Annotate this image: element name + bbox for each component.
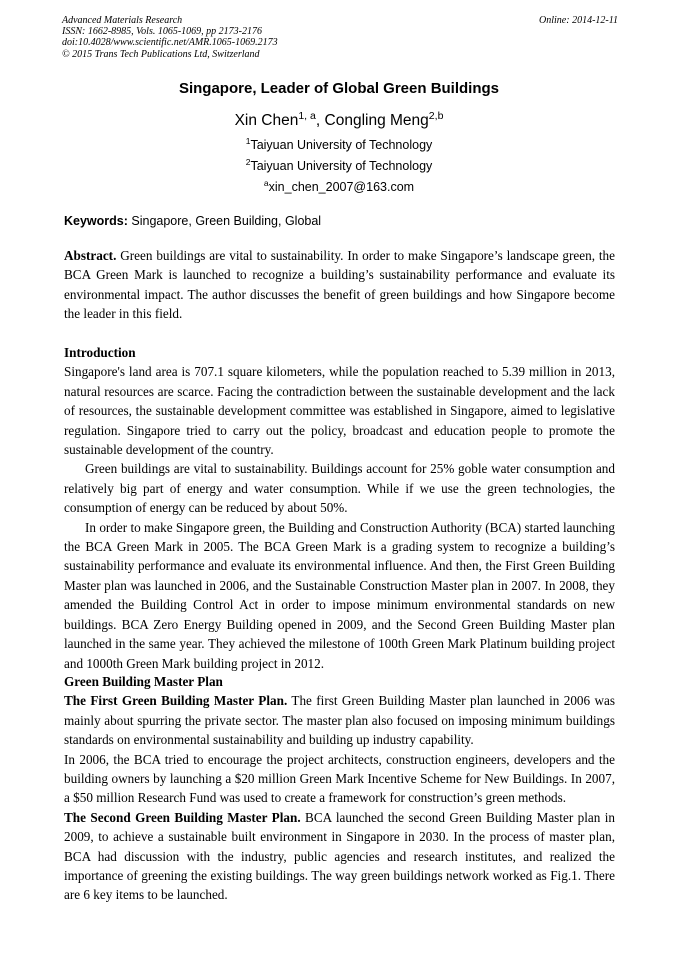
abstract-text: Green buildings are vital to sustainability. In order to make Singapore’s landscape green, the BCA Green Mark is launched to recognize a building’s sustainability performance and evaluate its environmental impact. The author discusses the benefit of green buildings and how Singapore become the leader in this field. — [64, 248, 615, 322]
doi: doi:10.4028/www.scientific.net/AMR.1065-1069.2173 — [62, 37, 278, 49]
introduction-paragraph: In order to make Singapore green, the Building and Construction Authority (BCA) started launching the BCA Green Mark in 2005. The BCA Green Mark is a grading system to recognize a building’s sustainability performance and evaluate its environmental influence. And then, the First Green Building Master plan was launched in 2006, and the Sustainable Construction Master plan in 2007. In 2008, they amended the Building Control Act in order to impose minimum environmental standards on new buildings. BCA Zero Energy Building opened in 2009, and the Second Green Building Master plan launched in the same year. They achieved the milestone of 100th Green Mark Platinum building project and 1000th Green Mark building project in 2012. — [64, 519, 615, 671]
affiliation-text: Taiyuan University of Technology — [250, 138, 433, 152]
keywords-text: Singapore, Green Building, Global — [127, 214, 322, 228]
first-master-plan-label: The First Green Building Master Plan. — [64, 693, 288, 709]
email-text: xin_chen_2007@163.com — [268, 180, 415, 194]
author-name: Congling Meng — [324, 112, 429, 129]
master-plan-heading: Green Building Master Plan — [64, 674, 223, 689]
email-mark: a — [263, 178, 269, 189]
issn: ISSN: 1662-8985, Vols. 1065-1069, pp 2173-2176 — [62, 26, 262, 38]
abstract-label: Abstract. — [64, 248, 117, 263]
second-master-plan-paragraph — [64, 808, 615, 905]
abstract — [64, 246, 615, 324]
affiliation-mark: 1 — [245, 136, 251, 147]
first-master-plan-paragraph — [64, 691, 615, 749]
affiliation — [0, 138, 678, 152]
master-plan-paragraph: In 2006, the BCA tried to encourage the project architects, construction engineers, developers and the building owners by launching a $20 million Green Mark Incentive Scheme for New Buildings. In 2007, a $50 million Research Fund was used to create a framework for construction’s green methods. — [64, 751, 615, 806]
author-line — [0, 112, 678, 130]
introduction-paragraph: Singapore's land area is 707.1 square kilometers, while the population reached to 5.39 million in 2013, natural resources are scarce. Facing the contradiction between the sustainable development and the lack of resources, the sustainable development committee was established in Singapore, aimed to legislative regulation. Singapore tried to carry out the policy, broadcast and education people to promote the sustainable development of the country. — [64, 364, 615, 458]
affiliation — [0, 159, 678, 173]
introduction-heading: Introduction — [64, 345, 136, 360]
author-affiliation-mark: 1, a — [298, 110, 316, 123]
author-affiliation-mark: 2,b — [428, 110, 444, 123]
second-master-plan-label: The Second Green Building Master Plan. — [64, 809, 301, 825]
author-name: Xin Chen — [234, 112, 299, 129]
author-separator: , — [315, 112, 325, 129]
second-master-plan-text: BCA launched the second Green Building Master plan in 2009, to achieve a sustainable built environment in Singapore in 2030. In the process of master plan, BCA had discussion with the industry, public agencies and research institutes, and realized the importance of greening the existing buildings. The way green buildings network worked as Fig.1. There are 6 key items to be launched. — [64, 809, 615, 903]
journal-name: Advanced Materials Research — [62, 15, 183, 26]
online-date: Online: 2014-12-11 — [539, 15, 618, 26]
copyright: © 2015 Trans Tech Publications Ltd, Switzerland — [62, 48, 260, 60]
journal-header — [62, 15, 618, 60]
affiliation-mark: 2 — [245, 157, 251, 168]
keywords-label: Keywords: — [64, 214, 128, 228]
affiliation-text: Taiyuan University of Technology — [250, 159, 433, 173]
keywords — [64, 214, 321, 228]
introduction-paragraph: Green buildings are vital to sustainability. Buildings account for 25% goble water consumption and relatively big part of energy and water consumption. While if we use the green technologies, the consumption of energy can be reduced by about 50%. — [64, 461, 615, 516]
paper-title: Singapore, Leader of Global Green Buildings — [178, 80, 500, 97]
introduction-section — [64, 343, 615, 673]
master-plan-section — [64, 672, 615, 905]
email — [0, 180, 678, 194]
first-master-plan-text: The first Green Building Master plan launched in 2006 was mainly about spurring the private sector. The master plan also focused on imposing minimum buildings standards on environmental sustainability and building up industry capability. — [64, 693, 615, 748]
